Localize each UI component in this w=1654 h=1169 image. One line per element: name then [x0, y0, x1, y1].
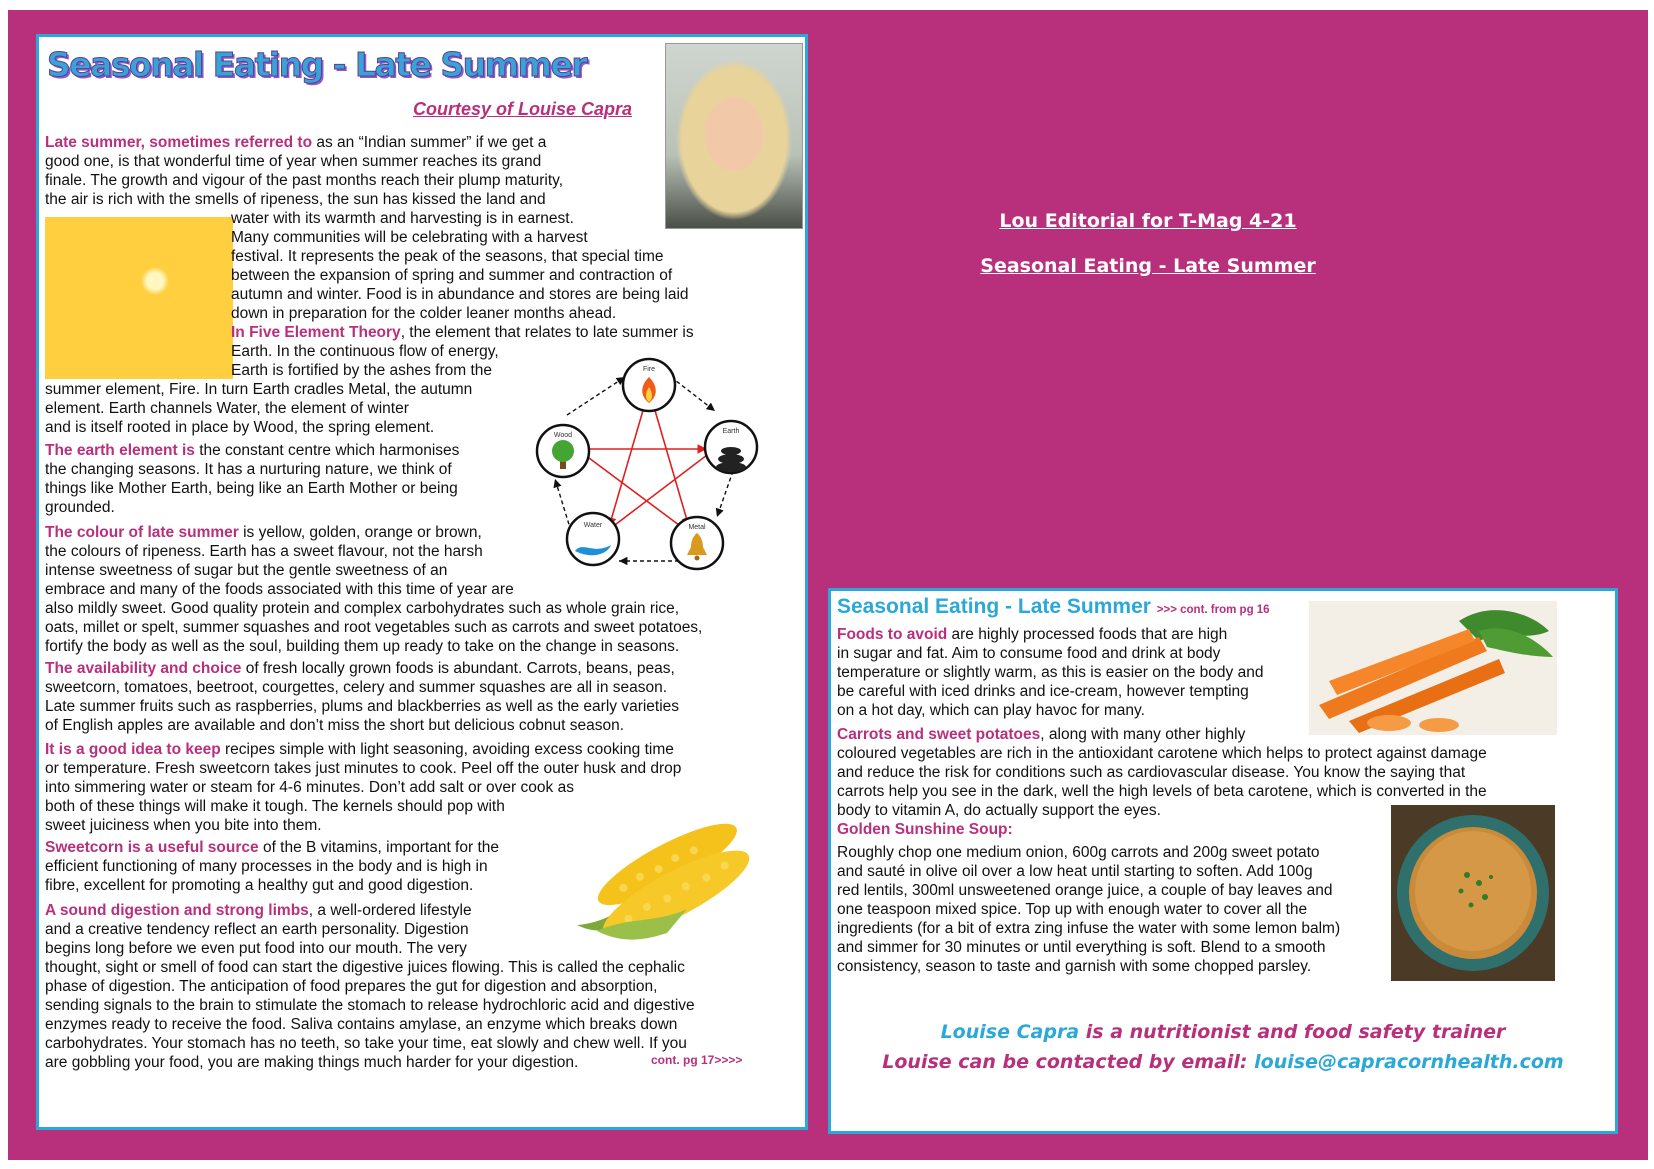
carrots-photo	[1309, 601, 1557, 735]
continued-from-note: >>> cont. from pg 16	[1156, 604, 1270, 616]
fire-label: Fire	[642, 366, 656, 373]
sunset-field-photo	[45, 217, 233, 379]
wood-node	[537, 425, 589, 477]
paragraph-five-element-intro: In Five Element Theory, the element that relates to late summer is Earth. In the continuous flow of energy, Earth is fortified by the ashes from the	[231, 324, 694, 379]
editorial-line-2: Seasonal Eating - Late Summer	[980, 255, 1316, 277]
paragraph-earth-element: The earth element is the constant centre which harmonises the changing seasons. It has a nurturing nature, we think of things like Mother Earth, being like an Earth Mother or being grounded.	[45, 442, 460, 516]
paragraph-availability: The availability and choice of fresh locally grown foods is abundant. Carrots, beans, peas, sweetcorn, tomatoes, beetroot, courgettes, celery and summer squashes are all in season. Late summer fruits such as raspberries, plums and blackberries as well as the early varieties of English apples are available and don’t miss the short but delicious cobnut season.	[45, 660, 680, 734]
editorial-heading	[870, 210, 1426, 300]
author-bio: Louise Capra is a nutritionist and food safety trainer	[940, 1021, 1506, 1043]
editorial-line-1: Lou Editorial for T-Mag 4-21	[999, 210, 1297, 232]
earth-label: Earth	[722, 428, 740, 435]
author-portrait-photo	[665, 43, 803, 229]
water-label: Water	[583, 522, 603, 529]
metal-label: Metal	[688, 524, 706, 531]
paragraph-late-summer-cont: water with its warmth and harvesting is in earnest. Many communities will be celebrating with a harvest festival. It represents the peak of the seasons, that special time between the expansion of spring and summer and contraction of autumn and winter. Food is in abundance and stores are being laid down in preparation for the colder leaner months ahead.	[231, 210, 689, 322]
soup-recipe-text: Roughly chop one medium onion, 600g carrots and 200g sweet potato and sauté in olive oil over a low heat until starting to soften. Add 100g red lentils, 300ml unsweetened orange juice, a couple of bay leaves and one teaspoon mixed spice. Top up with enough water to cover all the ingredients (for a bit of extra zing infuse the water with some lemon balm) and simmer for 30 minutes or until everything is soft. Blend to a smooth consistency, season to taste and garnish with some chopped parsley.	[837, 844, 1341, 975]
left-article-panel	[36, 34, 808, 1130]
wood-label: Wood	[553, 432, 573, 439]
paragraph-late-summer: Late summer, sometimes referred to as an “Indian summer” if we get a good one, is that wonderful time of year when summer reaches its grand finale. The growth and vigour of the past months reach their plump maturity, the air is rich with the smells of ripeness, the sun has kissed the land and	[45, 134, 564, 208]
article-title: Seasonal Eating - Late Summer	[47, 45, 587, 84]
paragraph-carrots: Carrots and sweet potatoes, along with many other highly coloured vegetables are rich in the antioxidant carotene which helps to protect against damage and reduce the risk for conditions such as cardiovascular disease. You know the saying that carrots help you see in the dark, well the high levels of beta carotene, which is converted in the body to vitamin A, do actually support the eyes.	[837, 726, 1487, 819]
paragraph-foods-to-avoid: Foods to avoid are highly processed foods that are high in sugar and fat. Aim to consume food and drink at body temperature or slightly warm, as this is easier on the body and be careful with iced drinks and ice-cream, however tempting on a hot day, which can play havoc for many.	[837, 626, 1264, 719]
author-contact: Louise can be contacted by email: louise@capracornhealth.com	[882, 1051, 1564, 1073]
earth-node	[705, 421, 757, 473]
paragraph-five-element-cont: summer element, Fire. In turn Earth cradles Metal, the autumn element. Earth channels Water, the element of winter and is itself rooted in place by Wood, the spring element.	[45, 381, 473, 436]
paragraph-colour: The colour of late summer is yellow, golden, orange or brown, the colours of ripeness. Earth has a sweet flavour, not the harsh intense sweetness of sugar but the gentle sweetness of an embrace and many of the foods associated with this time of year are also mildly sweet. Good quality protein and complex carbohydrates such as whole grain rice, oats, millet or spelt, summer squashes and root vegetables such as carrots and sweet potatoes, fortify the body as well as the soul, building them up ready to take on the change in seasons.	[45, 524, 703, 655]
soup-photo	[1391, 805, 1555, 981]
author-email-link[interactable]: louise@capracornhealth.com	[1254, 1051, 1564, 1073]
fire-node	[623, 359, 675, 411]
courtesy-credit: Courtesy of Louise Capra	[413, 99, 633, 119]
continuation-title: Seasonal Eating - Late Summer >>> cont. from pg 16	[837, 595, 1270, 618]
paragraph-sweetcorn: Sweetcorn is a useful source of the B vitamins, important for the efficient functioning of many processes in the body and is high in fibre, excellent for promoting a healthy gut and good digestion.	[45, 839, 499, 894]
continued-note: cont. pg 17>>>>	[651, 1053, 743, 1067]
paragraph-good-idea: It is a good idea to keep recipes simple with light seasoning, avoiding excess cooking time or temperature. Fresh sweetcorn takes just minutes to cook. Peel off the outer husk and drop into simmering water or steam for 4-6 minutes. Don’t add salt or over cook as both of these things will make it tough. The kernels should pop with sweet juiciness when you bite into them.	[45, 741, 682, 834]
right-article-panel	[828, 588, 1618, 1134]
soup-recipe-title: Golden Sunshine Soup:	[837, 821, 1013, 838]
paragraph-digestion: A sound digestion and strong limbs, a well-ordered lifestyle and a creative tendency reflect an earth personality. Digestion begins long before we even put food into our mouth. The very thought, sight or smell of food can start the digestive juices flowing. This is called the cephalic phase of digestion. The anticipation of food prepares the gut for digestion and absorption, sending signals to the brain to stimulate the stomach to release hydrochloric acid and digestive enzymes ready to receive the food. Saliva contains amylase, an enzyme which breaks down carbohydrates. Your stomach has no teeth, so take your time, eat slowly and chew well. If you are gobbling your food, you are making things much harder for your digestion.	[45, 902, 695, 1071]
